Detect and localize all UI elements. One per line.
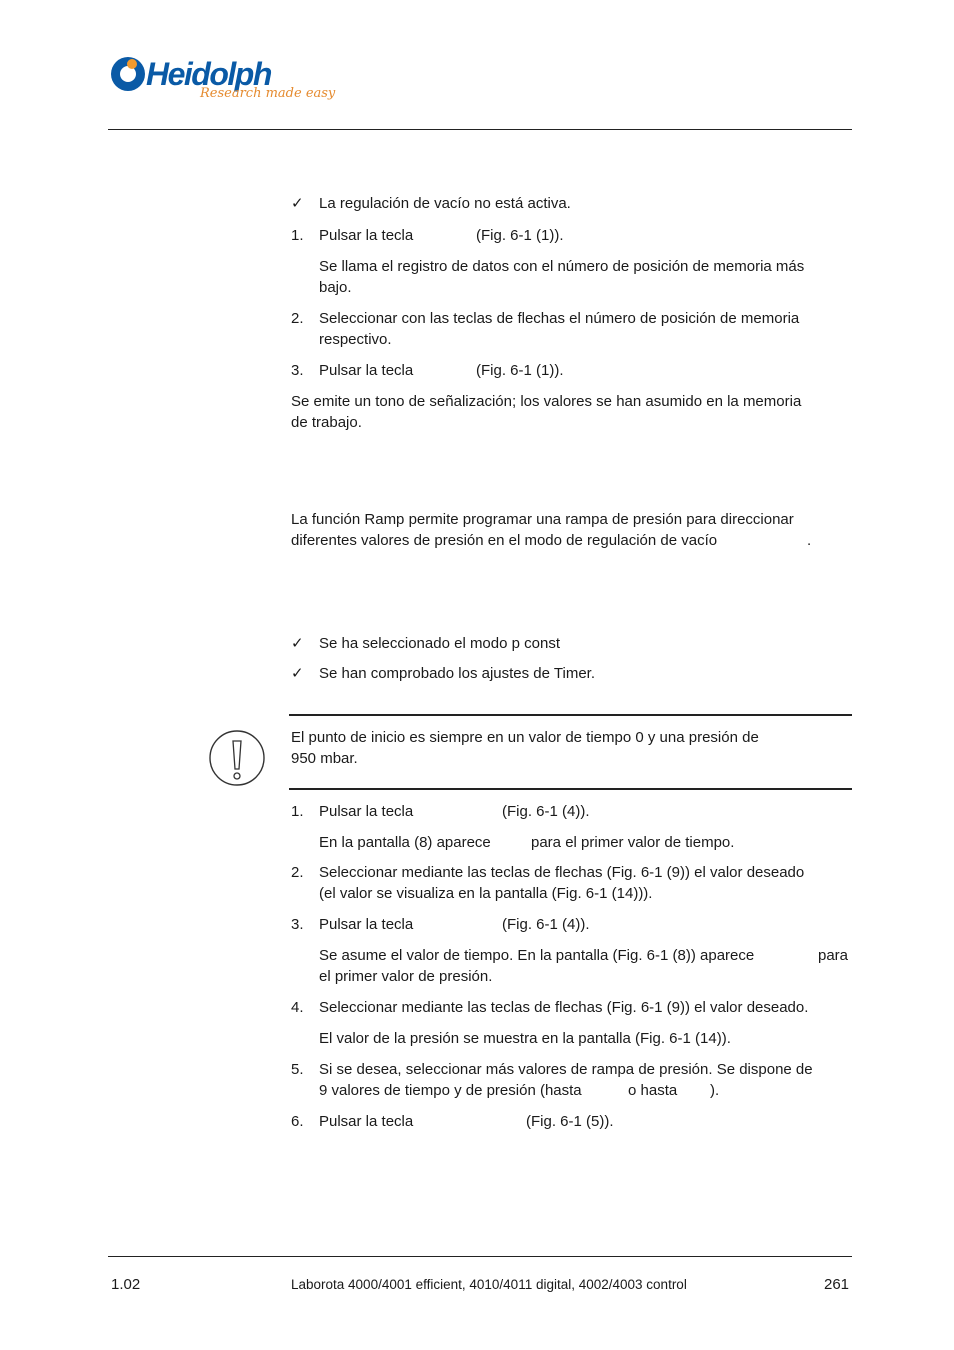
header-rule: [108, 129, 852, 130]
step-text: Pulsar la tecla: [319, 1113, 414, 1130]
footer-version: 1.02: [111, 1276, 141, 1293]
step-number: 3.: [291, 916, 304, 933]
conclusion-text: de trabajo.: [291, 414, 362, 431]
step-text: Seleccionar con las teclas de flechas el número de posición de memoria: [319, 310, 800, 327]
step-text: Pulsar la tecla: [319, 227, 414, 244]
step-text: Pulsar la tecla: [319, 803, 414, 820]
step-text: Seleccionar mediante las teclas de flechas (Fig. 6-1 (9)) el valor deseado: [319, 864, 805, 881]
logo-wordmark: Heidolph: [146, 56, 271, 92]
conclusion-text: Se emite un tono de señalización; los valores se han asumido en la memoria: [291, 393, 802, 410]
note-text: El punto de inicio es siempre en un valor de tiempo 0 y una presión de: [291, 729, 759, 746]
step-result: Se asume el valor de tiempo. En la pantalla (Fig. 6-1 (8)) aparece: [319, 947, 755, 964]
step-number: 2.: [291, 310, 304, 327]
step-number: 2.: [291, 864, 304, 881]
step-number: 3.: [291, 362, 304, 379]
step-result: En la pantalla (8) aparece: [319, 834, 491, 851]
note-text: 950 mbar.: [291, 750, 358, 767]
page-number: 261: [824, 1276, 850, 1293]
precondition-text: La regulación de vacío no está activa.: [319, 195, 571, 212]
footer-title: Laborota 4000/4001 efficient, 4010/4011 digital, 4002/4003 control: [291, 1277, 687, 1292]
step-result: para el primer valor de tiempo.: [531, 834, 735, 851]
step-text: (el valor se visualiza en la pantalla (Fig. 6-1 (14))).: [319, 885, 653, 902]
logo-tagline: Research made easy: [200, 86, 336, 101]
step-number: 1.: [291, 803, 304, 820]
step-ref: (Fig. 6-1 (1)).: [476, 227, 564, 244]
step-text: o hasta: [628, 1082, 678, 1099]
step-result: El valor de la presión se muestra en la pantalla (Fig. 6-1 (14)).: [319, 1030, 731, 1047]
check-icon: ✓: [291, 665, 304, 682]
check-icon: ✓: [291, 635, 304, 652]
precondition-text: Se ha seleccionado el modo p const: [319, 635, 560, 652]
step-ref: (Fig. 6-1 (1)).: [476, 362, 564, 379]
step-number: 1.: [291, 227, 304, 244]
step-ref: (Fig. 6-1 (4)).: [502, 803, 590, 820]
ramp-intro-end: .: [807, 532, 812, 549]
step-text: Pulsar la tecla: [319, 362, 414, 379]
step-result: el primer valor de presión.: [319, 968, 493, 985]
step-result: Se llama el registro de datos con el número de posición de memoria más: [319, 258, 805, 275]
step-ref: (Fig. 6-1 (5)).: [526, 1113, 614, 1130]
step-result: bajo.: [319, 279, 352, 296]
precondition-text: Se han comprobado los ajustes de Timer.: [319, 665, 595, 682]
step-number: 6.: [291, 1113, 304, 1130]
note-top-rule: [289, 714, 852, 716]
logo-mark-icon: [108, 54, 148, 94]
step-text: Pulsar la tecla: [319, 916, 414, 933]
step-text: respectivo.: [319, 331, 392, 348]
heidolph-logo: [108, 50, 336, 114]
step-ref: (Fig. 6-1 (4)).: [502, 916, 590, 933]
step-text: ).: [710, 1082, 720, 1099]
step-number: 5.: [291, 1061, 304, 1078]
step-text: Seleccionar mediante las teclas de flechas (Fig. 6-1 (9)) el valor deseado.: [319, 999, 809, 1016]
ramp-intro: La función Ramp permite programar una rampa de presión para direccionar: [291, 511, 794, 528]
attention-icon: [208, 729, 266, 787]
check-icon: ✓: [291, 195, 304, 212]
footer-rule: [108, 1256, 852, 1257]
step-result: para: [818, 947, 849, 964]
step-text: Si se desea, seleccionar más valores de rampa de presión. Se dispone de: [319, 1061, 813, 1078]
step-text: 9 valores de tiempo y de presión (hasta: [319, 1082, 582, 1099]
step-number: 4.: [291, 999, 304, 1016]
note-bottom-rule: [289, 788, 852, 790]
ramp-intro: diferentes valores de presión en el modo de regulación de vacío: [291, 532, 718, 549]
